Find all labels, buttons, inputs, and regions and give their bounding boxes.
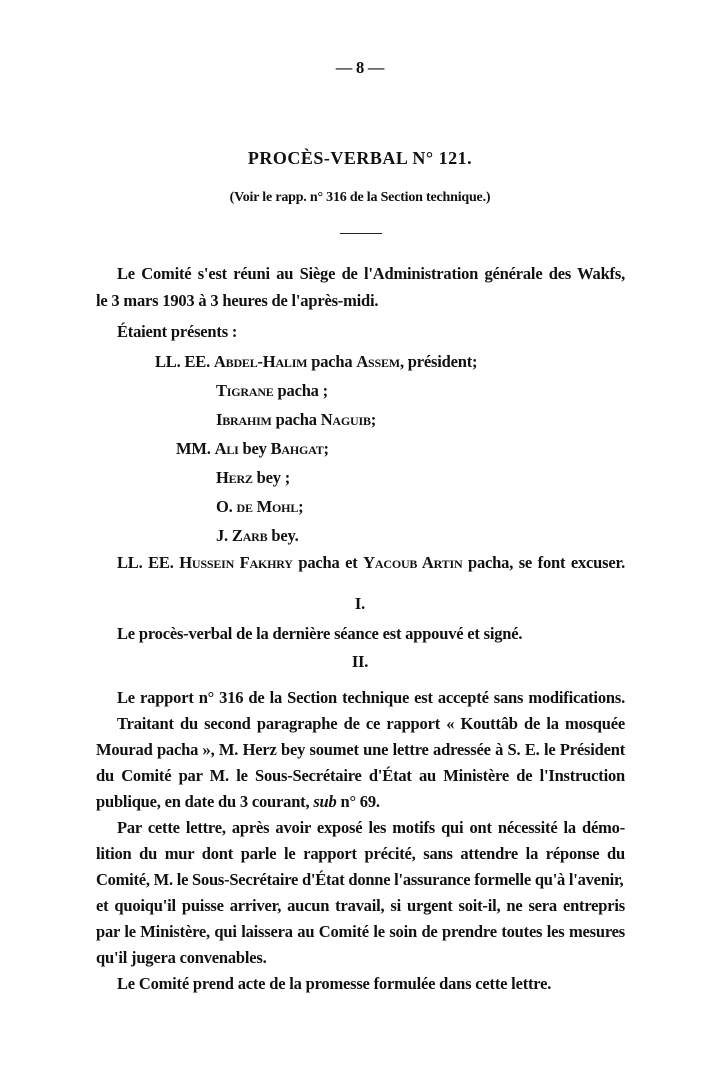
text-line xyxy=(216,410,376,430)
text-segment: ; xyxy=(323,439,329,458)
text-segment: pacha xyxy=(307,352,357,371)
text-segment: bey. xyxy=(267,526,299,545)
text-segment: Mourad pacha », M. Herz bey soumet une lettre adressée à S. E. le Président xyxy=(96,740,625,759)
text-segment: bey xyxy=(238,439,271,458)
text-line xyxy=(96,896,625,916)
page-number: — 8 — xyxy=(335,58,385,77)
text-segment: O. xyxy=(216,497,237,516)
name-smallcaps: Tigrane xyxy=(216,381,274,400)
text-line xyxy=(96,291,378,311)
text-segment: Le Comité s'est réuni au Siège de l'Administration générale des Wakfs, xyxy=(117,264,625,283)
text-line xyxy=(96,766,625,786)
text-line xyxy=(96,844,625,864)
text-segment: , président; xyxy=(399,352,478,371)
name-smallcaps: Naguib xyxy=(320,410,371,429)
text-segment: pacha xyxy=(271,410,321,429)
divider xyxy=(340,233,382,234)
text-segment: qu'il jugera convenables. xyxy=(96,948,267,967)
name-smallcaps: Abdel-Halim xyxy=(213,352,308,371)
text-segment: Par cette lettre, après avoir exposé les motifs qui ont nécessité la démo- xyxy=(117,818,625,837)
text-segment: le 3 mars 1903 à 3 heures de l'après-midi. xyxy=(96,291,379,310)
text-segment: Le Comité prend acte de la promesse formulée dans cette lettre. xyxy=(117,974,552,993)
text-segment: bey ; xyxy=(252,468,291,487)
text-line xyxy=(117,974,551,994)
name-smallcaps: Yacoub Artin xyxy=(363,553,463,572)
text-segment: du Comité par M. le Sous-Secrétaire d'État au Ministère de l'Instruction xyxy=(96,766,625,785)
text-line xyxy=(0,652,720,672)
text-segment: Comité, M. le Sous-Secrétaire d'État donne l'assurance formelle qu'à l'avenir, xyxy=(96,870,624,889)
text-segment: sub xyxy=(313,792,337,811)
text-segment: II. xyxy=(351,652,369,671)
text-line xyxy=(117,714,625,734)
text-segment: n° 69. xyxy=(336,792,380,811)
text-line xyxy=(117,688,625,708)
text-segment: Le procès-verbal de la dernière séance est appouvé et signé. xyxy=(117,624,523,643)
text-line xyxy=(117,264,625,284)
text-segment: et quoiqu'il puisse arriver, aucun travail, si urgent soit-il, ne sera entrepris xyxy=(96,896,625,915)
name-smallcaps: Ibrahim xyxy=(216,410,272,429)
text-segment: LL. EE. xyxy=(155,352,214,371)
text-line xyxy=(117,553,625,573)
page-subtitle: (Voir le rapp. n° 316 de la Section technique.) xyxy=(229,190,491,205)
text-line xyxy=(117,818,625,838)
name-smallcaps: Herz xyxy=(216,468,253,487)
text-line xyxy=(117,322,237,342)
name-smallcaps: Hussein Fakhry xyxy=(179,553,293,572)
text-segment: Étaient présents : xyxy=(117,322,238,341)
text-line xyxy=(216,497,303,517)
text-line xyxy=(96,740,625,760)
text-line xyxy=(216,468,290,488)
text-line xyxy=(96,948,267,968)
text-line xyxy=(117,624,522,644)
name-smallcaps: Ali xyxy=(214,439,239,458)
text-segment: I. xyxy=(354,594,366,613)
text-segment: J. xyxy=(216,526,232,545)
text-segment: ; xyxy=(298,497,304,516)
text-line xyxy=(216,381,328,401)
text-line xyxy=(216,526,299,546)
text-segment: pacha ; xyxy=(273,381,328,400)
text-segment: publique, en date du 3 courant, xyxy=(96,792,314,811)
text-segment: MM. xyxy=(176,439,215,458)
text-line xyxy=(155,352,477,372)
text-segment: par le Ministère, qui laissera au Comité le soin de prendre toutes les mesures xyxy=(96,922,625,941)
text-segment: Traitant du second paragraphe de ce rapport « Kouttâb de la mosquée xyxy=(117,714,625,733)
name-smallcaps: Assem xyxy=(356,352,400,371)
text-segment: Le rapport n° 316 de la Section technique est accepté sans modifications. xyxy=(117,688,625,707)
text-segment: pacha, se font excuser. xyxy=(462,553,626,572)
text-segment: ; xyxy=(370,410,377,429)
page-title: PROCÈS-VERBAL N° 121. xyxy=(247,148,473,168)
text-segment: LL. EE. xyxy=(117,553,180,572)
text-line xyxy=(96,792,380,812)
name-smallcaps: Zarb xyxy=(231,526,268,545)
name-smallcaps: Bahgat xyxy=(270,439,324,458)
text-segment: pacha et xyxy=(292,553,364,572)
text-line xyxy=(96,870,623,890)
text-segment: lition du mur dont parle le rapport précité, sans attendre la réponse du xyxy=(96,844,625,863)
name-smallcaps: de Mohl xyxy=(236,497,299,516)
text-line xyxy=(96,922,625,942)
text-line xyxy=(176,439,329,459)
text-line xyxy=(0,594,720,614)
